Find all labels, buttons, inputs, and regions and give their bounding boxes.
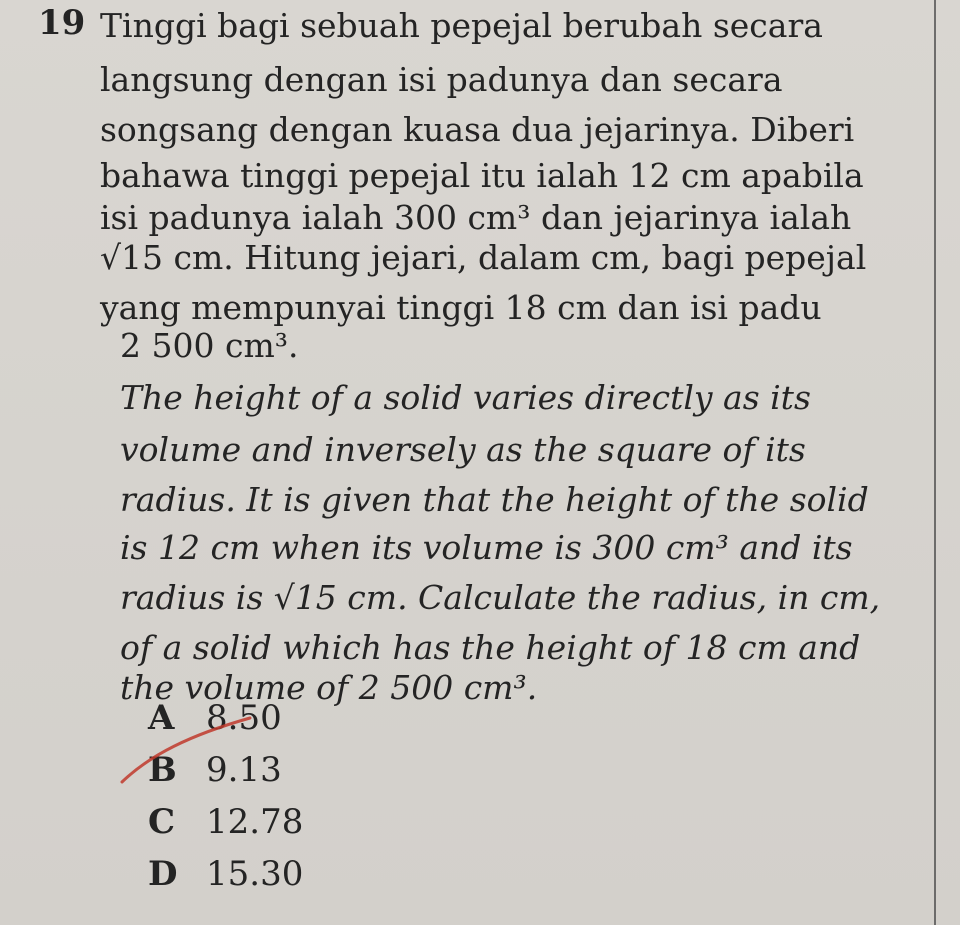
option-letter: B — [148, 750, 177, 790]
english-line-6: of a solid which has the height of 18 cm and — [120, 628, 861, 667]
malay-line-5: isi padunya ialah 300 cm³ dan jejarinya ialah — [100, 198, 852, 237]
option-value: 9.13 — [206, 750, 282, 790]
option-value: 15.30 — [206, 854, 304, 894]
page-border-line — [934, 0, 936, 925]
option-c[interactable] — [148, 804, 303, 840]
pen-strike-mark — [110, 700, 260, 790]
malay-line-2: langsung dengan isi padunya dan secara — [100, 60, 783, 99]
english-line-2: volume and inversely as the square of its — [120, 430, 806, 469]
malay-line-3: songsang dengan kuasa dua jejarinya. Diberi — [100, 110, 855, 149]
malay-line-4: bahawa tinggi pepejal itu ialah 12 cm apabila — [100, 156, 864, 195]
english-line-7: the volume of 2 500 cm³. — [120, 668, 538, 707]
english-line-5: radius is √15 cm. Calculate the radius, in cm, — [120, 578, 881, 617]
question-number: 19 — [38, 3, 86, 43]
option-letter: C — [148, 802, 176, 842]
english-line-4: is 12 cm when its volume is 300 cm³ and its — [120, 528, 853, 567]
option-letter: D — [148, 854, 178, 894]
english-line-3: radius. It is given that the height of the solid — [120, 480, 869, 519]
option-value: 12.78 — [206, 802, 304, 842]
malay-line-8: 2 500 cm³. — [120, 326, 299, 365]
option-d[interactable] — [148, 856, 303, 892]
malay-line-6: √15 cm. Hitung jejari, dalam cm, bagi pepejal — [100, 238, 867, 277]
malay-line-7: yang mempunyai tinggi 18 cm dan isi padu — [100, 288, 822, 327]
option-value: 8.50 — [206, 698, 282, 738]
malay-line-1: Tinggi bagi sebuah pepejal berubah secara — [100, 6, 823, 45]
english-line-1: The height of a solid varies directly as its — [120, 378, 811, 417]
option-letter: A — [148, 698, 175, 738]
